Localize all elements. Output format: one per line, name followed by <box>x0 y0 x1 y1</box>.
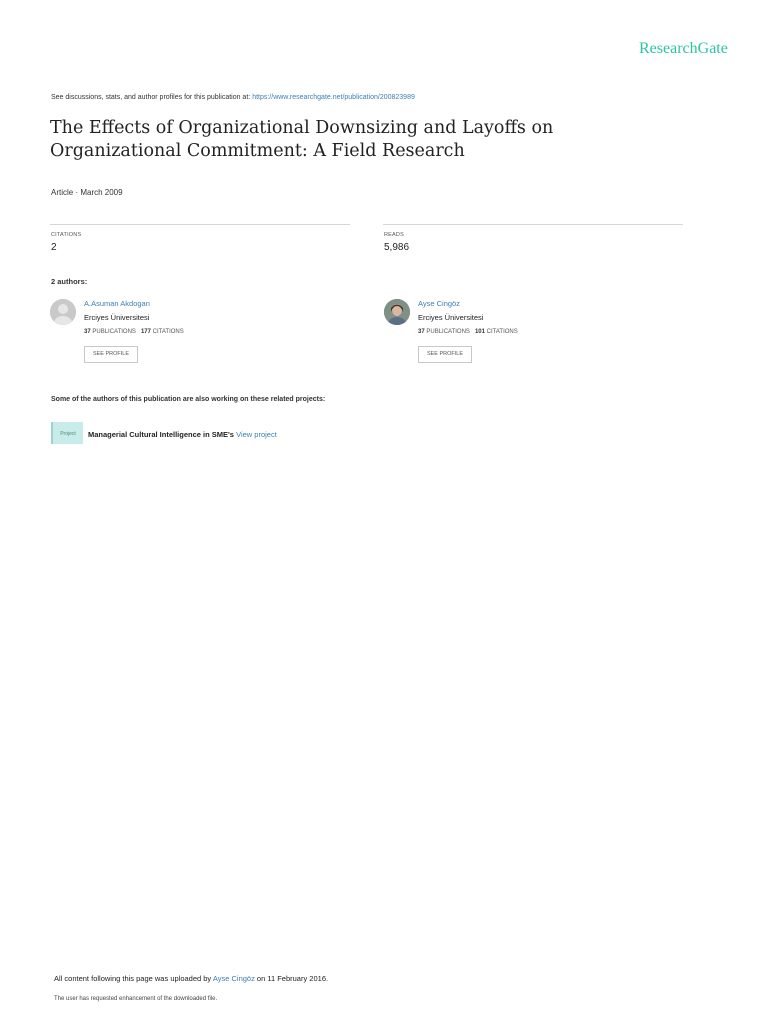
project-item <box>88 430 277 439</box>
reads-value: 5,986 <box>384 242 410 253</box>
author-citations-count: 177 <box>140 329 151 335</box>
discussion-prefix: See discussions, stats, and author profiles for this publication at: <box>51 94 251 101</box>
enhancement-note: The user has requested enhancement of the downloaded file. <box>54 996 218 1002</box>
authors-label: 2 authors: <box>51 277 88 286</box>
generic-avatar-icon[interactable] <box>50 299 76 325</box>
see-profile-button[interactable]: SEE PROFILE <box>84 346 138 363</box>
publication-link[interactable]: https://www.researchgate.net/publication/200823989 <box>252 94 415 101</box>
upload-suffix: on 11 February 2016. <box>256 974 329 983</box>
view-project-link[interactable]: View project <box>236 430 277 439</box>
person-silhouette-icon <box>50 299 76 325</box>
author-name[interactable]: A.Asuman Akdogan <box>84 299 150 308</box>
citations-label: CITATIONS <box>51 232 82 238</box>
see-profile-button[interactable]: SEE PROFILE <box>418 346 472 363</box>
author-stats <box>418 329 518 335</box>
author-affiliation: Erciyes Üniversitesi <box>418 313 484 322</box>
stats-divider-right <box>383 224 683 225</box>
uploader-link[interactable]: Ayse Cingöz <box>212 974 255 983</box>
stats-divider-left <box>50 224 350 225</box>
publication-meta: Article · March 2009 <box>51 188 123 197</box>
upload-info <box>54 974 328 983</box>
author-photo <box>384 299 410 325</box>
author-citations-label: CITATIONS <box>152 329 184 335</box>
related-projects-label: Some of the authors of this publication are also working on these related projects: <box>51 396 326 403</box>
author-name[interactable]: Ayse Cingöz <box>418 299 460 308</box>
project-name: Managerial Cultural Intelligence in SME's <box>88 430 234 439</box>
researchgate-logo[interactable]: ResearchGate <box>639 40 728 57</box>
discussion-line <box>51 94 415 101</box>
author-publications-label: PUBLICATIONS <box>426 329 470 335</box>
reads-label: READS <box>384 232 404 238</box>
upload-prefix: All content following this page was uploaded by <box>54 974 212 983</box>
author-affiliation: Erciyes Üniversitesi <box>84 313 150 322</box>
author-citations-label: CITATIONS <box>486 329 518 335</box>
project-thumbnail-label: Project <box>60 431 76 437</box>
author-publications-label: PUBLICATIONS <box>92 329 136 335</box>
author-publications-count: 37 <box>84 329 91 335</box>
publication-title: The Effects of Organizational Downsizing and Layoffs on Organizational Commitment: A Field Research <box>50 118 554 161</box>
project-thumbnail[interactable] <box>51 422 83 444</box>
author-photo-avatar[interactable] <box>384 299 410 325</box>
author-citations-count: 101 <box>474 329 485 335</box>
author-publications-count: 37 <box>418 329 425 335</box>
author-stats <box>84 329 184 335</box>
citations-value: 2 <box>51 242 57 253</box>
